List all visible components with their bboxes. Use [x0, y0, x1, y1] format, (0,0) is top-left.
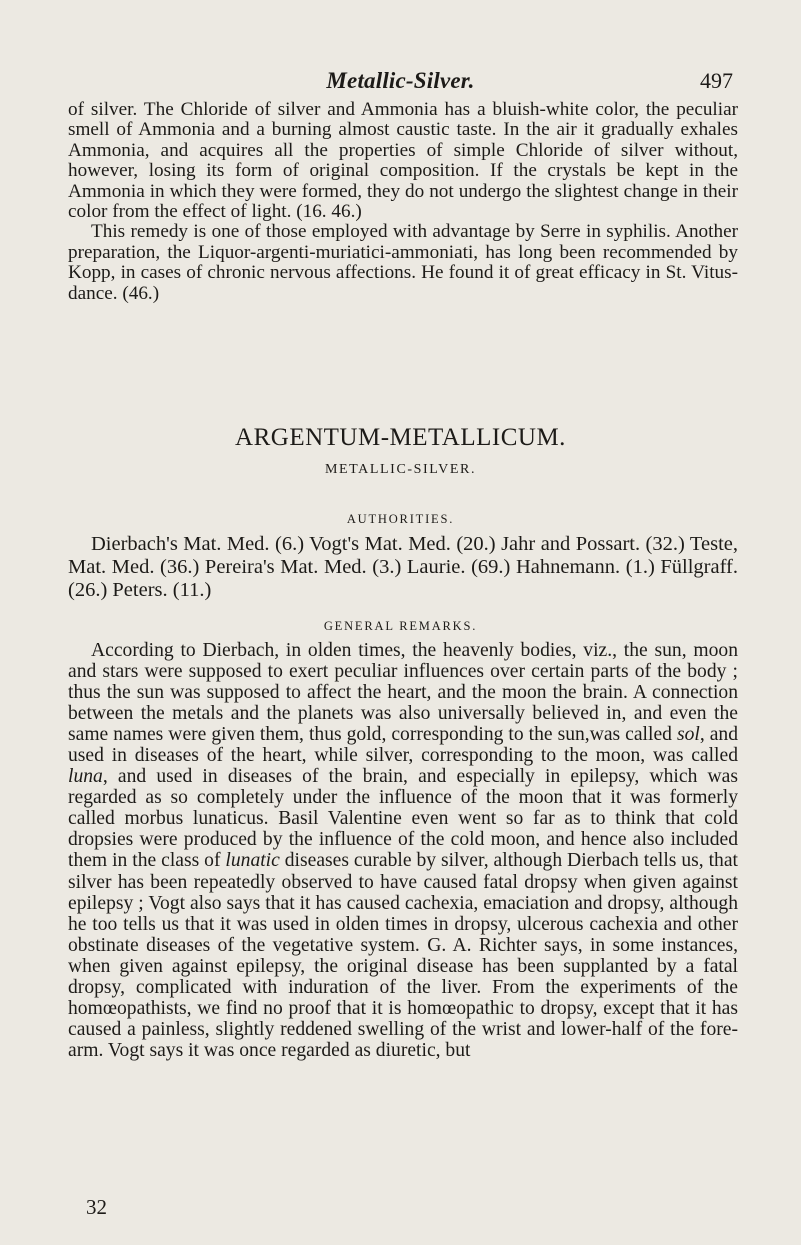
section-title: ARGENTUM-METALLICUM. — [235, 424, 566, 451]
general-remarks-body — [68, 640, 738, 1061]
signature-mark: 32 — [86, 1195, 107, 1219]
remarks-text-3: , and used in diseases of the brain, and especially in epilepsy, which was regarded as so completely under the influence of the moon that it was formerly called morbus lunaticus. Basil Valentine even went so far as to think that cold dropsies were produced by the influence of the cold moon, and hence also included them in the class of — [68, 766, 738, 872]
page-number: 497 — [700, 68, 733, 93]
term-lunatic: lunatic — [225, 850, 280, 872]
general-remarks-heading: GENERAL REMARKS. — [323, 619, 478, 633]
section-subtitle: METALLIC-SILVER. — [324, 462, 477, 477]
authorities-list — [68, 533, 738, 602]
authorities-paragraph: Dierbach's Mat. Med. (6.) Vogt's Mat. Med. (20.) Jahr and Possart. (32.) Teste, Mat. Med. (36.) Pereira's Mat. Med. (3.) Laurie. (69.) Hahnemann. (1.) Füllgraff. (26.) Peters. (11.) — [68, 533, 738, 601]
intro-paragraph-remedy: This remedy is one of those employed with advantage by Serre in syphilis. Another preparation, the Liquor-argenti-muriatici-ammoniati, has long been recommended by Kopp, in cases of chronic nervous affections. He found it of great efficacy in St. Vitus-dance. (46.) — [68, 221, 738, 304]
term-luna: luna — [68, 766, 103, 788]
running-title: Metallic-Silver. — [326, 68, 475, 93]
intro-paragraphs — [68, 100, 738, 304]
page-header — [0, 68, 801, 98]
remarks-text-2: , and used in diseases of the heart, while silver, corresponding to the moon, was called — [68, 724, 738, 767]
remarks-text-1: According to Dierbach, in olden times, the heavenly bodies, viz., the sun, moon and stars were supposed to exert peculiar influences over certain parts of the body ; thus the sun was supposed to affect the heart, and the moon the brain. A connection between the metals and the planets was also universally believed in, and even the same names were given them, thus gold, corresponding to the sun,was called — [68, 640, 738, 746]
general-remarks-paragraph — [68, 640, 738, 1061]
intro-paragraph-continued: of silver. The Chloride of silver and Ammonia has a bluish-white color, the peculiar smell of Ammonia and a burning almost caustic taste. In the air it gradually exhales Ammonia, and acquires all the properties of simple Chloride of silver without, however, losing its form of original composition. If the crystals be kept in the Ammonia in which they were formed, they do not undergo the slightest change in their color from the effect of light. (16. 46.) — [68, 99, 738, 223]
term-sol: sol — [676, 724, 700, 746]
authorities-heading: AUTHORITIES. — [346, 512, 455, 526]
remarks-text-4: diseases curable by silver, although Dierbach tells us, that silver has been repeatedly observed to have caused fatal dropsy when given against epilepsy ; Vogt also says that it has caused cachexia, emaciation and dropsy, although he too tells us that it was used in olden times in dropsy, ulcerous cachexia and other obstinate diseases of the vegetative system. G. A. Richter says, in some instances, when given against epilepsy, the original disease has been supplanted by a fatal dropsy, complicated with induration of the liver. From the experiments of the homœopathists, we find no proof that it is homœopathic to dropsy, except that it has caused a painless, slightly reddened swelling of the wrist and lower-half of the fore-arm. Vogt says it was once regarded as diuretic, but — [68, 850, 738, 1061]
